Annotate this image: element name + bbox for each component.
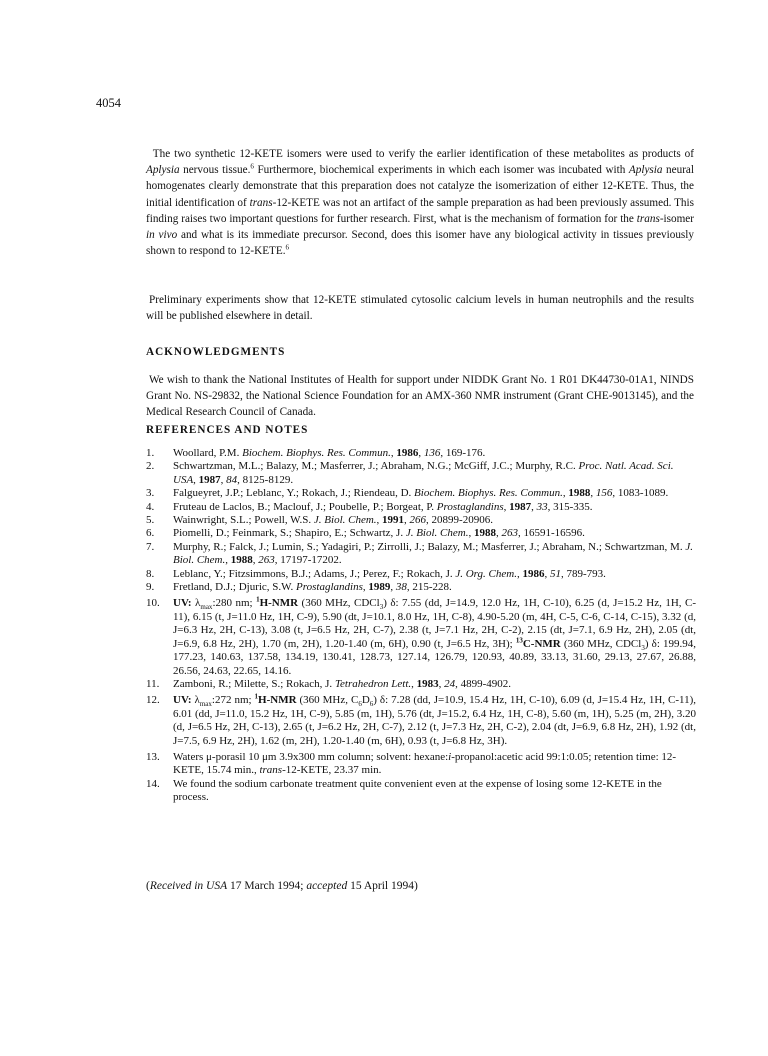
reference-text: Wainwright, S.L.; Powell, W.S. J. Biol. Chem., 1991, 266, 20899-20906. xyxy=(173,514,493,527)
reference-item xyxy=(146,678,696,691)
reference-item xyxy=(146,778,696,805)
acknowledgments-heading: ACKNOWLEDGMENTS xyxy=(146,346,286,358)
reference-number: 12. xyxy=(146,694,160,707)
reference-item xyxy=(146,751,696,778)
reference-item xyxy=(146,460,696,487)
reference-item xyxy=(146,447,696,460)
reference-item xyxy=(146,501,696,514)
reference-number: 13. xyxy=(146,750,160,763)
reference-number: 7. xyxy=(146,540,155,553)
reference-text: Murphy, R.; Falck, J.; Lumin, S.; Yadagiri, P.; Zirrolli, J.; Balazy, M.; Masferrer, J.; Abraham, N.; Schwartzman, M. J. Biol. Chem., 1988, 263, 17197-17202. xyxy=(173,540,693,567)
reference-item xyxy=(146,568,696,581)
reference-number: 14. xyxy=(146,777,160,790)
reference-item xyxy=(146,527,696,540)
reference-text: Waters μ-porasil 10 μm 3.9x300 mm column; solvent: hexane:i-propanol:acetic acid 99:1:0.05; retention time: 12-KETE, 15.74 min., trans-12-KETE, 23.37 min. xyxy=(173,750,677,777)
reference-number: 8. xyxy=(146,567,155,580)
reference-number: 10. xyxy=(146,597,160,610)
reference-text: We found the sodium carbonate treatment quite convenient even at the expense of losing some 12-KETE in the process. xyxy=(173,777,662,804)
text-run: We wish to thank the National Institutes of Health for support under NIDDK Grant No. 1 R01 DK44730-01A1, NINDS Grant No. NS-29832, the National Science Foundation for an AMX-360 NMR instrument (Grant CHE-9013145), and the Medical Research Council of Canada. xyxy=(146,374,694,419)
page-number: 4054 xyxy=(96,96,121,110)
reference-text: Schwartzman, M.L.; Balazy, M.; Masferrer, J.; Abraham, N.G.; McGiff, J.C.; Murphy, R.C. Proc. Natl. Acad. Sci. USA, 1987, 84, 8125-8129. xyxy=(173,460,674,486)
body-paragraph-1 xyxy=(146,146,694,259)
reference-item xyxy=(146,541,696,568)
reference-list xyxy=(146,447,696,805)
species-name: Aplysia xyxy=(146,164,180,177)
reference-text: Fretland, D.J.; Djuric, S.W. Prostaglandins, 1989, 38, 215-228. xyxy=(173,581,452,594)
received-date-line: (Received in USA 17 March 1994; accepted 15 April 1994) xyxy=(146,880,418,892)
text-run: nervous tissue. xyxy=(179,164,251,177)
body-paragraph-2 xyxy=(146,292,694,324)
acknowledgments-text xyxy=(146,372,694,421)
reference-text: Woollard, P.M. Biochem. Biophys. Res. Commun., 1986, 136, 169-176. xyxy=(173,447,486,459)
text-run: The two synthetic 12-KETE isomers were used to verify the earlier identification of these metabolites as products of xyxy=(152,148,694,160)
italic-term: trans xyxy=(249,196,273,209)
reference-item xyxy=(146,694,696,748)
reference-text: UV: $\lambda_{max}:272$ nm; $^1$H-NMR (360 MHz, $C_6D_6$) δ: 7.28 (dd, J=10.9, 15.4 Hz, 1H, C-10), 6.09 (d, J=15.4 Hz, 1H, C-11), 6.01 (dd, J=11.0, 15.2 Hz, 1H, C-9), 5.85 (m, 1H), 5.76 (dt, J=15.2, 6.4 Hz, 1H, C-8), 5.60 (m, 1H), 5.25 (m, 2H), 3.20 (d, J=6.5 Hz, 2H, C-13), 2.65 (t, J=6.2 Hz, 2H, C-7), 2.12 (t, J=7.3 Hz, 2H, C-2), 2.04 (dt, J=6.9, 6.8 Hz, 2H), 1.92 (dt, J=7.5, 6.9 Hz, 2H), 1.62 (m, 2H), 1.20-1.40 (m, 6H), 0.93 (t, J=6.8 Hz, 3H). xyxy=(173,692,697,747)
reference-text: Piomelli, D.; Feinmark, S.; Shapiro, E.; Schwartz, J. J. Biol. Chem., 1988, 263, 16591-16596. xyxy=(173,527,585,540)
italic-term: in vivo xyxy=(146,229,178,242)
reference-number: 3. xyxy=(146,487,155,500)
reference-text: Fruteau de Laclos, B.; Maclouf, J.; Poubelle, P.; Borgeat, P. Prostaglandins, 1987, 33, 315-335. xyxy=(173,500,593,513)
reference-number: 5. xyxy=(146,514,155,527)
text-run: Preliminary experiments show that 12-KETE stimulated cytosolic calcium levels in human neutrophils and the results will be published elsewhere in detail. xyxy=(146,294,694,323)
species-name: Aplysia xyxy=(628,164,663,177)
citation: 6 xyxy=(285,243,290,252)
reference-text: Zamboni, R.; Milette, S.; Rokach, J. Tetrahedron Lett., 1983, 24, 4899-4902. xyxy=(173,677,512,690)
text-run: neural homogenates clearly demonstrate that this preparation does not catalyze the isomerization of either 12-KETE. Thus, the initial identification of xyxy=(146,164,695,209)
reference-item xyxy=(146,581,696,594)
reference-text: Leblanc, Y.; Fitzsimmons, B.J.; Adams, J.; Perez, F.; Rokach, J. J. Org. Chem., 1986, 51, 789-793. xyxy=(173,567,606,580)
text-run: -12-KETE was not an artifact of the sample preparation as had been previously assumed. This finding raises two important questions for further research. First, what is the mechanism of formation for the xyxy=(146,196,694,225)
reference-number: 4. xyxy=(146,500,155,513)
italic-term: trans xyxy=(636,212,660,225)
reference-item xyxy=(146,487,696,500)
reference-item xyxy=(146,514,696,527)
reference-text: Falgueyret, J.P.; Leblanc, Y.; Rokach, J.; Riendeau, D. Biochem. Biophys. Res. Commun., 1988, 156, 1083-1089. xyxy=(173,487,669,500)
reference-number: 6. xyxy=(146,527,155,540)
reference-number: 11. xyxy=(146,677,160,690)
reference-number: 9. xyxy=(146,581,155,594)
text-run: Furthermore, biochemical experiments in which each isomer was incubated with xyxy=(253,164,629,177)
references-heading: REFERENCES AND NOTES xyxy=(146,424,309,436)
text-run: -isomer xyxy=(659,212,694,225)
reference-number: 2. xyxy=(146,460,155,473)
reference-number: 1. xyxy=(146,447,155,459)
citation: 6 xyxy=(250,162,254,171)
text-run: and what is its immediate precursor. Second, does this isomer have any biological activity in tissues previously shown to respond to 12-KETE. xyxy=(146,229,694,258)
reference-item xyxy=(146,597,696,677)
reference-text: UV: $\lambda_{max}:280$ nm; $^1$H-NMR (360 MHz, CDCl$_3$) δ: 7.55 (dd, J=14.9, 12.0 Hz, 1H, C-10), 6.25 (d, J=15.2 Hz, 1H, C-11), 6.15 (t, J=11.0 Hz, 1H, C-9), 5.90 (dt, J=10.1, 8.0 Hz, 1H, C-8), 4.90-5.20 (m, 4H, C-5, C-6, C-14, C-15), 3.32 (d, J=6.3 Hz, 2H, C-13), 3.08 (t, J=6.5 Hz, 2H, C-7), 2.38 (t, J=7.1 Hz, 2H, C-2), 2.15 (dt, J=7.1, 6.9 Hz, 2H), 2.05 (dt, J=6.9, 6.8 Hz, 2H), 1.70 (m, 2H), 1.20-1.40 (m, 6H), 0.90 (t, J=6.5 Hz, 3H); $^{13}$C-NMR (360 MHz, CDCl$_3$) δ: 199.94, 177.23, 140.63, 137.58, 134.19, 130.41, 128.73, 127.14, 126.79, 120.93, 40.89, 33.13, 31.60, 29.13, 27.67, 26.88, 26.56, 24.63, 22.65, 14.16. xyxy=(173,595,697,677)
